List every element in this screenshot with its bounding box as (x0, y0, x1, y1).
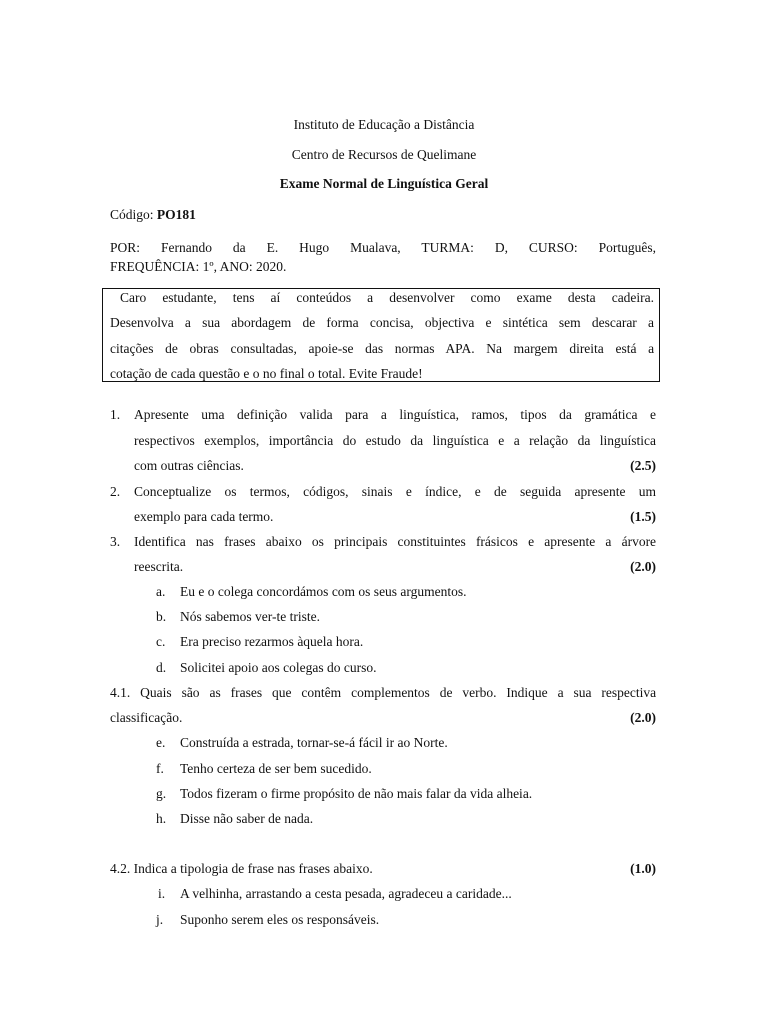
list-item-f: Tenho certeza de ser bem sucedido. (180, 761, 372, 776)
list-marker-h: h. (156, 811, 167, 826)
question-4-1-line-2: classificação. (110, 710, 183, 725)
question-4-2-score: (1.0) (630, 861, 656, 876)
list-marker-j: j. (156, 912, 164, 927)
list-item-j: Suponho serem eles os responsáveis. (180, 912, 380, 927)
question-4-1-line-1: 4.1. Quais são as frases que contêm complementos de verbo. Indique a sua respectiva (110, 685, 657, 700)
instructions-line-2: Desenvolva a sua abordagem de forma concisa, objectiva e sintética sem descarar a (110, 315, 654, 330)
list-item-b: Nós sabemos ver-te triste. (180, 609, 320, 624)
question-3-number: 3. (110, 534, 121, 549)
centre-name: Centro de Recursos de Quelimane (291, 147, 477, 162)
instructions-line-3: citações de obras consultadas, apoie-se das normas APA. Na margem direita está a (110, 341, 655, 356)
list-item-e: Construída a estrada, tornar-se-á fácil ir ao Norte. (180, 735, 448, 750)
question-1-score: (2.5) (630, 458, 656, 473)
student-info-line-1: POR: Fernando da E. Hugo Mualava, TURMA: D, CURSO: Português, (110, 240, 656, 255)
list-marker-g: g. (156, 786, 167, 801)
question-2-score: (1.5) (630, 509, 656, 524)
question-3-score: (2.0) (630, 559, 656, 574)
institution-name: Instituto de Educação a Distância (293, 117, 475, 132)
question-1-line-2: respectivos exemplos, importância do estudo da linguística e a relação da linguística (134, 433, 657, 448)
question-4-2-line-1: 4.2. Indica a tipologia de frase nas frases abaixo. (110, 861, 373, 876)
question-1-line-1: Apresente uma definição valida para a linguística, ramos, tipos da gramática e (134, 407, 657, 422)
code-label: Código: (110, 207, 154, 222)
instructions-line-4: cotação de cada questão e o no final o total. Evite Fraude! (110, 366, 423, 381)
list-marker-d: d. (156, 660, 167, 675)
list-item-h: Disse não saber de nada. (180, 811, 314, 826)
question-2-line-1: Conceptualize os termos, códigos, sinais e índice, e de seguida apresente um (134, 484, 657, 499)
list-item-c: Era preciso rezarmos àquela hora. (180, 634, 364, 649)
list-item-d: Solicitei apoio aos colegas do curso. (180, 660, 377, 675)
question-4-1-score: (2.0) (630, 710, 656, 725)
student-info-line-2: FREQUÊNCIA: 1º, ANO: 2020. (110, 259, 287, 274)
list-item-g: Todos fizeram o firme propósito de não mais falar da vida alheia. (180, 786, 533, 801)
question-3-line-1: Identifica nas frases abaixo os principais constituintes frásicos e apresente a árvore (134, 534, 657, 549)
code-value: PO181 (156, 207, 196, 222)
list-marker-b: b. (156, 609, 167, 624)
list-item-a: Eu e o colega concordámos com os seus argumentos. (180, 584, 467, 599)
question-3-line-2: reescrita. (134, 559, 184, 574)
instructions-line-1: Caro estudante, tens aí conteúdos a desenvolver como exame desta cadeira. (120, 290, 655, 305)
exam-code (110, 207, 196, 223)
question-1-number: 1. (110, 407, 121, 422)
list-marker-c: c. (156, 634, 166, 649)
question-1-line-3: com outras ciências. (134, 458, 244, 473)
list-marker-e: e. (156, 735, 166, 750)
question-2-line-2: exemplo para cada termo. (134, 509, 274, 524)
exam-title: Exame Normal de Linguística Geral (279, 176, 489, 191)
list-marker-i: i. (158, 886, 166, 901)
question-2-number: 2. (110, 484, 121, 499)
list-marker-a: a. (156, 584, 166, 599)
list-marker-f: f. (156, 761, 164, 776)
list-item-i: A velhinha, arrastando a cesta pesada, agradeceu a caridade... (180, 886, 512, 901)
